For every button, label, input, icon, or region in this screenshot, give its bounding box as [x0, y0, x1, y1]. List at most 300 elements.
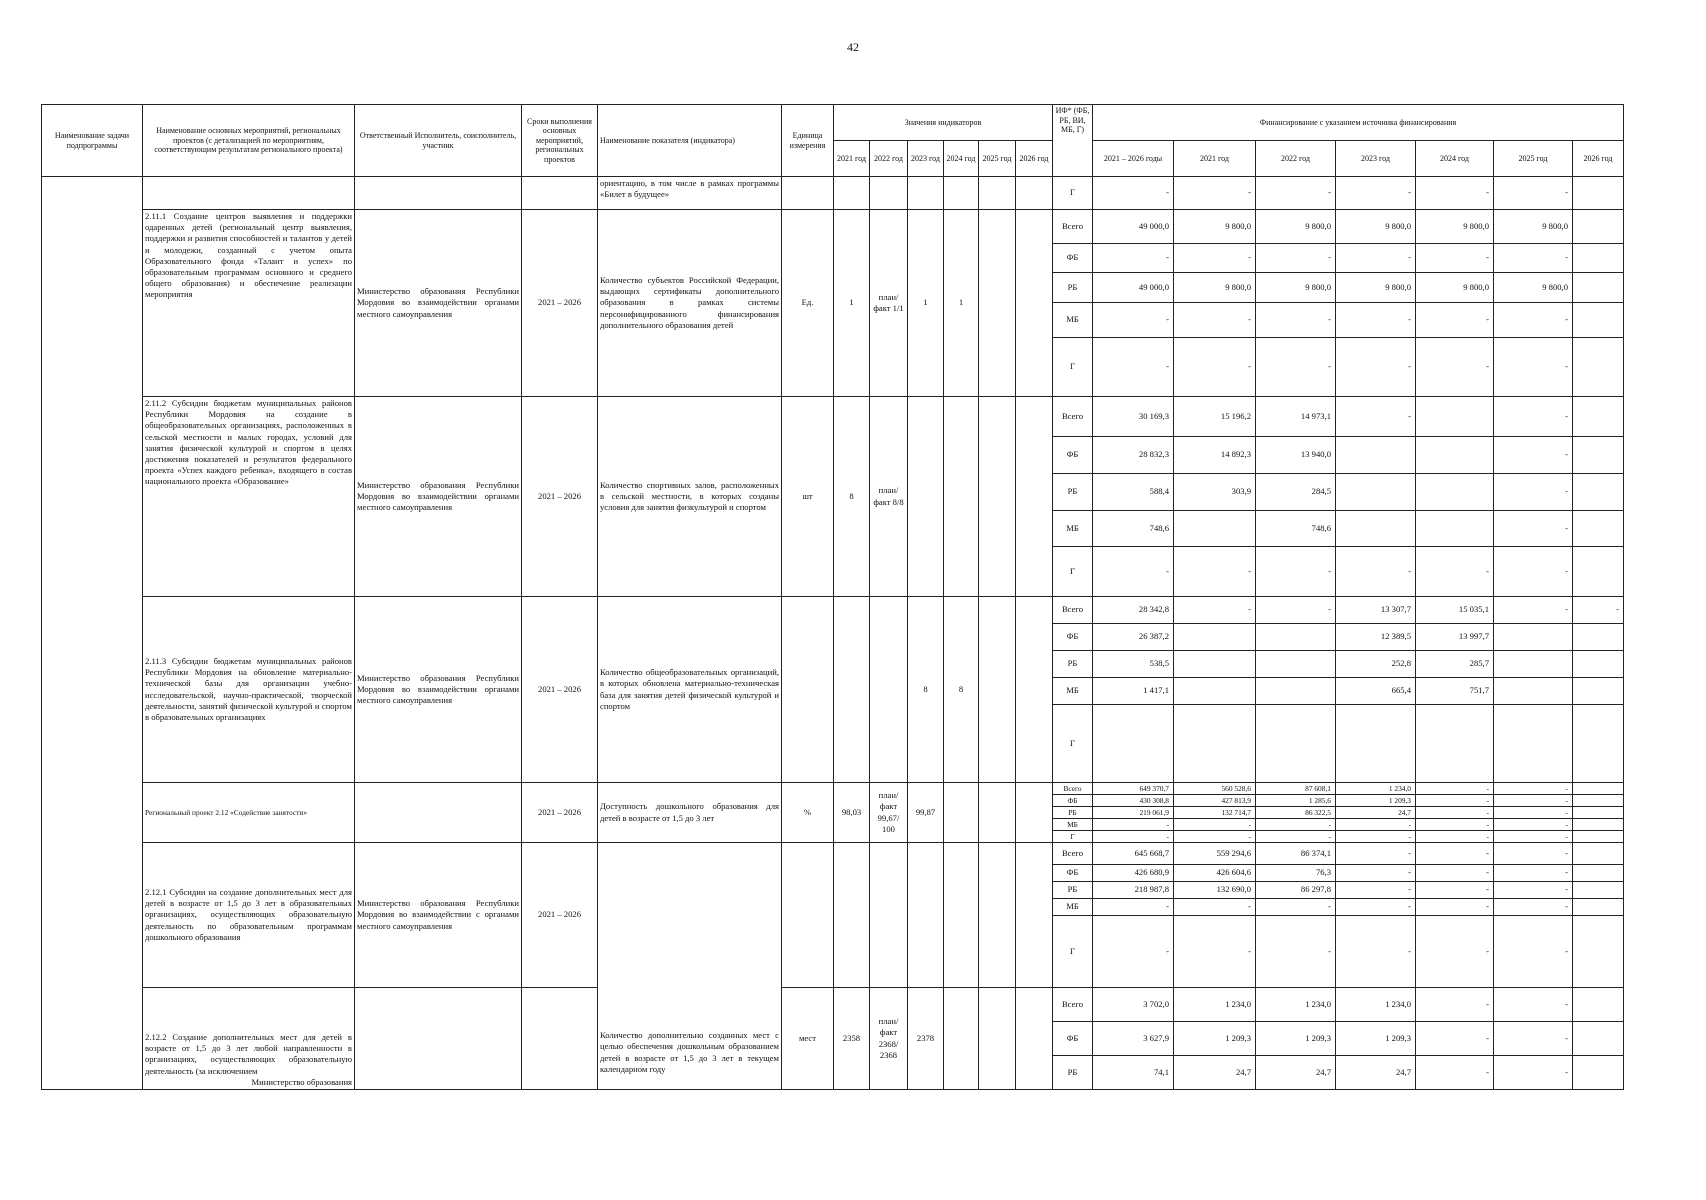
amount-cell: 9 800,0: [1174, 210, 1256, 244]
value-2021: 98,03: [834, 783, 870, 843]
amount-cell: [1573, 474, 1624, 511]
amount-cell: -: [1494, 547, 1573, 597]
terms-cell: 2021 – 2026: [522, 210, 598, 397]
header-unit: Единица измерения: [782, 105, 834, 177]
amount-cell: [1573, 210, 1624, 244]
amount-cell: -: [1416, 1022, 1494, 1056]
amount-cell: 13 307,7: [1336, 597, 1416, 624]
amount-cell: -: [1336, 831, 1416, 843]
value-2022: план/ факт 8/8: [870, 397, 908, 597]
unit-cell: мест: [782, 988, 834, 1090]
value-2025: [979, 783, 1016, 843]
value-2026: [1016, 210, 1053, 397]
amount-cell: -: [1256, 244, 1336, 273]
amount-cell: [1256, 705, 1336, 783]
header-values: Значения индикаторов: [834, 105, 1053, 141]
amount-cell: 303,9: [1174, 474, 1256, 511]
amount-cell: -: [1416, 988, 1494, 1022]
amount-cell: -: [1416, 1056, 1494, 1090]
amount-cell: -: [1494, 1056, 1573, 1090]
amount-cell: -: [1416, 244, 1494, 273]
value-2023: 2378: [908, 988, 944, 1090]
amount-cell: -: [1416, 547, 1494, 597]
amount-cell: 285,7: [1416, 651, 1494, 678]
indicator-name: Доступность дошкольного образования для детей в возрасте от 1,5 до 3 лет: [598, 783, 782, 843]
value-2025: [979, 397, 1016, 597]
amount-cell: 645 668,7: [1093, 843, 1174, 865]
amount-cell: -: [1093, 916, 1174, 988]
amount-cell: 24,7: [1174, 1056, 1256, 1090]
amount-cell: [1573, 397, 1624, 437]
amount-cell: -: [1256, 303, 1336, 338]
amount-cell: -: [1494, 397, 1573, 437]
amount-cell: 12 389,5: [1336, 624, 1416, 651]
unit-cell: Ед.: [782, 210, 834, 397]
amount-cell: 132 690,0: [1174, 882, 1256, 899]
amount-cell: -: [1336, 916, 1416, 988]
value-2025: [979, 597, 1016, 783]
amount-cell: [1494, 705, 1573, 783]
amount-cell: 9 800,0: [1256, 210, 1336, 244]
amount-cell: -: [1336, 303, 1416, 338]
amount-cell: 86 374,1: [1256, 843, 1336, 865]
amount-cell: -: [1093, 177, 1174, 210]
amount-cell: -: [1174, 819, 1256, 831]
amount-cell: -: [1093, 244, 1174, 273]
header-year: 2025 год: [979, 141, 1016, 177]
header-executor: Ответственный Исполнитель, соисполнитель, участник: [355, 105, 522, 177]
amount-cell: -: [1336, 843, 1416, 865]
indicator-name: Количество дополнительно созданных мест с целью обеспечения дошкольным образованием детей в возрасте от 1,5 до 3 лет в текущем календарном году: [598, 843, 782, 1090]
funding-source: ФБ: [1053, 437, 1093, 474]
amount-cell: 15 035,1: [1416, 597, 1494, 624]
amount-cell: -: [1336, 177, 1416, 210]
amount-cell: 13 940,0: [1256, 437, 1336, 474]
header-year: 2022 год: [870, 141, 908, 177]
amount-cell: -: [1494, 988, 1573, 1022]
funding-source: РБ: [1053, 651, 1093, 678]
funding-source: ФБ: [1053, 795, 1093, 807]
indicator-name: Количество спортивных залов, расположенных в сельской местности, в которых созданы условия для занятия физкультурой и спортом: [598, 397, 782, 597]
terms-cell: 2021 – 2026: [522, 597, 598, 783]
value-2023: 8: [908, 597, 944, 783]
amount-cell: -: [1093, 547, 1174, 597]
amount-cell: -: [1256, 819, 1336, 831]
amount-cell: 748,6: [1093, 511, 1174, 547]
amount-cell: -: [1494, 916, 1573, 988]
amount-cell: -: [1494, 1022, 1573, 1056]
header-events: Наименование основных мероприятий, региональных проектов (с детализацией по мероприятиям, соответствующим результатам регионального проекта): [143, 105, 355, 177]
funding-source: Г: [1053, 916, 1093, 988]
funding-source: МБ: [1053, 678, 1093, 705]
amount-cell: 28 832,3: [1093, 437, 1174, 474]
amount-cell: 1 209,3: [1336, 795, 1416, 807]
header-indicator: Наименование показателя (индикатора): [598, 105, 782, 177]
amount-cell: -: [1256, 177, 1336, 210]
amount-cell: -: [1256, 338, 1336, 397]
amount-cell: [1573, 819, 1624, 831]
amount-cell: [1573, 651, 1624, 678]
amount-cell: -: [1416, 338, 1494, 397]
table-header: [42, 105, 1624, 177]
amount-cell: [1174, 651, 1256, 678]
executor-name: Министерство образования: [251, 1076, 352, 1087]
amount-cell: [1573, 303, 1624, 338]
value-2023: [908, 397, 944, 597]
table-row: [42, 397, 1624, 437]
amount-cell: -: [1494, 474, 1573, 511]
event-name: 2.11.1 Создание центров выявления и поддержки одаренных детей (региональный центр выявления, поддержки и развития способностей и талантов у детей и молодежи, созданный с учетом опыта Образовательного фонда «Талант и успех» по образовательным программам основного и среднего общего образования) и обеспечение реализации мероприятия: [143, 210, 355, 397]
table-row: [42, 988, 1624, 1022]
amount-cell: -: [1494, 177, 1573, 210]
funding-source: Г: [1053, 177, 1093, 210]
amount-cell: -: [1336, 338, 1416, 397]
amount-cell: -: [1336, 547, 1416, 597]
table-row: [42, 177, 1624, 210]
amount-cell: -: [1174, 831, 1256, 843]
amount-cell: -: [1174, 597, 1256, 624]
amount-cell: -: [1494, 882, 1573, 899]
funding-source: МБ: [1053, 303, 1093, 338]
amount-cell: -: [1256, 899, 1336, 916]
funding-source: Всего: [1053, 988, 1093, 1022]
amount-cell: -: [1093, 819, 1174, 831]
amount-cell: 24,7: [1336, 1056, 1416, 1090]
table-body: [42, 177, 1624, 1090]
amount-cell: [1416, 437, 1494, 474]
header-fin-year: 2022 год: [1256, 141, 1336, 177]
event-name: 2.11.2 Субсидии бюджетам муниципальных районов Республики Мордовия на создание в общеобразовательных организациях, расположенных в сельской местности и малых городах, условий для занятия физической культурой и спортом в целях достижения показателей и результатов федерального проекта «Успех каждого ребенка», входящего в состав национального проекта «Образование»: [143, 397, 355, 597]
amount-cell: 649 370,7: [1093, 783, 1174, 795]
amount-cell: -: [1174, 547, 1256, 597]
funding-source: ФБ: [1053, 865, 1093, 882]
amount-cell: [1573, 705, 1624, 783]
amount-cell: [1174, 511, 1256, 547]
amount-cell: [1573, 882, 1624, 899]
amount-cell: 284,5: [1256, 474, 1336, 511]
amount-cell: [1336, 705, 1416, 783]
amount-cell: 13 997,7: [1416, 624, 1494, 651]
funding-source: Всего: [1053, 210, 1093, 244]
amount-cell: [1573, 807, 1624, 819]
amount-cell: [1573, 899, 1624, 916]
executor-name: Министерство образования Республики Мордовия во взаимодействии органами местного самоуправления: [355, 597, 522, 783]
amount-cell: -: [1573, 597, 1624, 624]
funding-source: МБ: [1053, 511, 1093, 547]
event-text: 2.12.2 Создание дополнительных мест для детей в возрасте от 1,5 до 3 лет любой направленности в организациях, осуществляющих образовательную деятельность (за исключением: [145, 1032, 352, 1076]
header-task: Наименование задачи подпрограммы: [42, 105, 143, 177]
header-fin-year: 2021 год: [1174, 141, 1256, 177]
funding-source: ФБ: [1053, 244, 1093, 273]
amount-cell: 430 308,8: [1093, 795, 1174, 807]
amount-cell: 427 813,9: [1174, 795, 1256, 807]
amount-cell: -: [1494, 843, 1573, 865]
amount-cell: 74,1: [1093, 1056, 1174, 1090]
amount-cell: -: [1416, 303, 1494, 338]
funding-source: МБ: [1053, 899, 1093, 916]
header-year: 2023 год: [908, 141, 944, 177]
funding-source: Г: [1053, 338, 1093, 397]
amount-cell: -: [1093, 303, 1174, 338]
funding-source: Г: [1053, 831, 1093, 843]
amount-cell: -: [1336, 882, 1416, 899]
executor-name: Министерство образования Республики Мордовия во взаимодействии с органами местного самоуправления: [355, 843, 522, 988]
amount-cell: [1573, 916, 1624, 988]
amount-cell: 49 000,0: [1093, 273, 1174, 303]
amount-cell: -: [1174, 916, 1256, 988]
amount-cell: -: [1336, 865, 1416, 882]
value-2022: план/ факт 1/1: [870, 210, 908, 397]
amount-cell: [1256, 651, 1336, 678]
amount-cell: -: [1494, 437, 1573, 474]
amount-cell: [1494, 678, 1573, 705]
amount-cell: 132 714,7: [1174, 807, 1256, 819]
amount-cell: 559 294,6: [1174, 843, 1256, 865]
value-2026: [1016, 397, 1053, 597]
header-fin-year: 2024 год: [1416, 141, 1494, 177]
header-fin-year: 2026 год: [1573, 141, 1624, 177]
value-2026: [1016, 783, 1053, 843]
funding-source: Всего: [1053, 783, 1093, 795]
amount-cell: -: [1174, 303, 1256, 338]
amount-cell: [1573, 678, 1624, 705]
value-2022: план/ факт 2368/ 2368: [870, 988, 908, 1090]
funding-source: РБ: [1053, 474, 1093, 511]
unit-cell: шт: [782, 397, 834, 597]
amount-cell: -: [1174, 177, 1256, 210]
amount-cell: [1174, 624, 1256, 651]
amount-cell: 560 528,6: [1174, 783, 1256, 795]
indicator-name: Количество субъектов Российской Федерации, выдающих сертификаты дополнительного образования в рамках системы персонифицированного финансирования дополнительного образования детей: [598, 210, 782, 397]
amount-cell: 3 702,0: [1093, 988, 1174, 1022]
amount-cell: -: [1174, 899, 1256, 916]
value-2024: [944, 397, 979, 597]
amount-cell: [1573, 624, 1624, 651]
amount-cell: -: [1336, 397, 1416, 437]
executor-name: [355, 783, 522, 843]
amount-cell: 26 387,2: [1093, 624, 1174, 651]
amount-cell: [1416, 397, 1494, 437]
header-fin-year: 2023 год: [1336, 141, 1416, 177]
amount-cell: [1573, 831, 1624, 843]
funding-source: РБ: [1053, 1056, 1093, 1090]
amount-cell: 665,4: [1336, 678, 1416, 705]
amount-cell: 9 800,0: [1256, 273, 1336, 303]
amount-cell: -: [1494, 831, 1573, 843]
amount-cell: 538,5: [1093, 651, 1174, 678]
table-row: [42, 597, 1624, 624]
amount-cell: 426 604,6: [1174, 865, 1256, 882]
amount-cell: -: [1256, 916, 1336, 988]
amount-cell: 14 892,3: [1174, 437, 1256, 474]
funding-source: Всего: [1053, 843, 1093, 865]
event-name: [143, 988, 355, 1090]
amount-cell: 87 608,1: [1256, 783, 1336, 795]
value-2026: [1016, 597, 1053, 783]
value-2021: 2358: [834, 988, 870, 1090]
amount-cell: -: [1416, 899, 1494, 916]
amount-cell: -: [1416, 177, 1494, 210]
amount-cell: -: [1256, 547, 1336, 597]
amount-cell: [1573, 988, 1624, 1022]
header-year: 2021 год: [834, 141, 870, 177]
amount-cell: [1093, 705, 1174, 783]
funding-source: Всего: [1053, 397, 1093, 437]
amount-cell: 1 209,3: [1336, 1022, 1416, 1056]
header-year: 2024 год: [944, 141, 979, 177]
unit-cell: [782, 597, 834, 783]
value-2023: 99,87: [908, 783, 944, 843]
amount-cell: -: [1494, 303, 1573, 338]
amount-cell: [1256, 624, 1336, 651]
value-2021: 8: [834, 397, 870, 597]
amount-cell: -: [1416, 807, 1494, 819]
amount-cell: 426 680,9: [1093, 865, 1174, 882]
amount-cell: [1573, 273, 1624, 303]
amount-cell: [1336, 437, 1416, 474]
terms-cell: 2021 – 2026: [522, 783, 598, 843]
amount-cell: [1256, 678, 1336, 705]
funding-source: МБ: [1053, 819, 1093, 831]
event-name: 2.12.1 Субсидии на создание дополнительных мест для детей в возрасте от 1,5 до 3 лет в образовательных организациях, осуществляющих образовательную деятельность по образовательным программам дошкольного образования: [143, 843, 355, 988]
header-year: 2026 год: [1016, 141, 1053, 177]
amount-cell: [1416, 474, 1494, 511]
program-table: [41, 104, 1624, 1090]
amount-cell: 86 297,8: [1256, 882, 1336, 899]
amount-cell: 28 342,8: [1093, 597, 1174, 624]
amount-cell: 1 417,1: [1093, 678, 1174, 705]
amount-cell: 9 800,0: [1174, 273, 1256, 303]
value-2022: план/ факт 99,67/ 100: [870, 783, 908, 843]
unit-cell: %: [782, 783, 834, 843]
executor-name: Министерство образования Республики Мордовия во взаимодействии органами местного самоуправления: [355, 397, 522, 597]
amount-cell: 14 973,1: [1256, 397, 1336, 437]
amount-cell: 9 800,0: [1494, 273, 1573, 303]
amount-cell: 24,7: [1256, 1056, 1336, 1090]
value-2021: [834, 597, 870, 783]
amount-cell: 1 209,3: [1256, 1022, 1336, 1056]
executor-name: Министерство образования Республики Мордовия во взаимодействии органами местного самоуправления: [355, 210, 522, 397]
value-2024: 1: [944, 210, 979, 397]
amount-cell: 15 196,2: [1174, 397, 1256, 437]
amount-cell: -: [1416, 783, 1494, 795]
amount-cell: [1573, 547, 1624, 597]
event-name: 2.11.3 Субсидии бюджетам муниципальных районов Республики Мордовия на обновление материально-технической базы для организации учебно-исследовательской, научно-практической, творческой деятельности, занятий физической культурой и спортом в образовательных организациях: [143, 597, 355, 783]
amount-cell: 49 000,0: [1093, 210, 1174, 244]
value-2024: 8: [944, 597, 979, 783]
amount-cell: -: [1416, 819, 1494, 831]
amount-cell: -: [1494, 795, 1573, 807]
amount-cell: -: [1093, 899, 1174, 916]
amount-cell: 9 800,0: [1416, 273, 1494, 303]
amount-cell: [1174, 705, 1256, 783]
value-2024: [944, 783, 979, 843]
amount-cell: -: [1494, 597, 1573, 624]
amount-cell: 9 800,0: [1336, 273, 1416, 303]
terms-cell: 2021 – 2026: [522, 843, 598, 988]
amount-cell: -: [1093, 831, 1174, 843]
amount-cell: 1 209,3: [1174, 1022, 1256, 1056]
amount-cell: 76,3: [1256, 865, 1336, 882]
amount-cell: 1 234,0: [1256, 988, 1336, 1022]
amount-cell: -: [1256, 831, 1336, 843]
header-terms: Сроки выполнения основных мероприятий, региональных проектов: [522, 105, 598, 177]
amount-cell: 751,7: [1416, 678, 1494, 705]
amount-cell: -: [1416, 882, 1494, 899]
amount-cell: 588,4: [1093, 474, 1174, 511]
amount-cell: -: [1336, 899, 1416, 916]
amount-cell: -: [1416, 843, 1494, 865]
amount-cell: -: [1494, 244, 1573, 273]
amount-cell: -: [1416, 795, 1494, 807]
amount-cell: 218 987,8: [1093, 882, 1174, 899]
amount-cell: 1 285,6: [1256, 795, 1336, 807]
amount-cell: -: [1416, 916, 1494, 988]
amount-cell: -: [1336, 244, 1416, 273]
funding-source: РБ: [1053, 882, 1093, 899]
amount-cell: [1174, 678, 1256, 705]
header-fin-year: 2025 год: [1494, 141, 1573, 177]
amount-cell: 24,7: [1336, 807, 1416, 819]
amount-cell: [1573, 511, 1624, 547]
amount-cell: 1 234,0: [1336, 988, 1416, 1022]
amount-cell: [1416, 511, 1494, 547]
amount-cell: -: [1256, 597, 1336, 624]
funding-source: Всего: [1053, 597, 1093, 624]
amount-cell: [1336, 511, 1416, 547]
value-2024: [944, 988, 979, 1090]
funding-source: Г: [1053, 705, 1093, 783]
amount-cell: [1573, 1022, 1624, 1056]
amount-cell: 9 800,0: [1416, 210, 1494, 244]
amount-cell: -: [1174, 338, 1256, 397]
task-cell: [42, 177, 143, 1090]
amount-cell: -: [1494, 511, 1573, 547]
header-fin-year: 2021 – 2026 годы: [1093, 141, 1174, 177]
amount-cell: 9 800,0: [1494, 210, 1573, 244]
indicator-name: Количество общеобразовательных организаций, в которых обновлена материально-техническая база для занятия детей физической культурой и спортом: [598, 597, 782, 783]
amount-cell: -: [1093, 338, 1174, 397]
amount-cell: -: [1174, 244, 1256, 273]
table-row: [42, 843, 1624, 865]
amount-cell: 252,8: [1336, 651, 1416, 678]
page-number: 42: [847, 40, 859, 54]
funding-source: ФБ: [1053, 1022, 1093, 1056]
terms-cell: 2021 – 2026: [522, 397, 598, 597]
amount-cell: [1573, 865, 1624, 882]
amount-cell: 3 627,9: [1093, 1022, 1174, 1056]
amount-cell: -: [1494, 807, 1573, 819]
amount-cell: [1573, 1056, 1624, 1090]
value-2025: [979, 210, 1016, 397]
amount-cell: -: [1416, 831, 1494, 843]
value-2023: 1: [908, 210, 944, 397]
value-2022: [870, 597, 908, 783]
amount-cell: [1573, 338, 1624, 397]
amount-cell: -: [1336, 819, 1416, 831]
header-financing: Финансирование с указанием источника финансирования: [1093, 105, 1624, 141]
value-2021: 1: [834, 210, 870, 397]
amount-cell: -: [1494, 783, 1573, 795]
indicator-name: ориентацию, в том числе в рамках программы «Билет в будущее»: [598, 177, 782, 210]
funding-source: РБ: [1053, 807, 1093, 819]
event-name: Региональный проект 2.12 «Содействие занятости»: [143, 783, 355, 843]
amount-cell: 86 322,5: [1256, 807, 1336, 819]
amount-cell: 30 169,3: [1093, 397, 1174, 437]
amount-cell: 1 234,0: [1174, 988, 1256, 1022]
amount-cell: [1573, 783, 1624, 795]
funding-source: Г: [1053, 547, 1093, 597]
